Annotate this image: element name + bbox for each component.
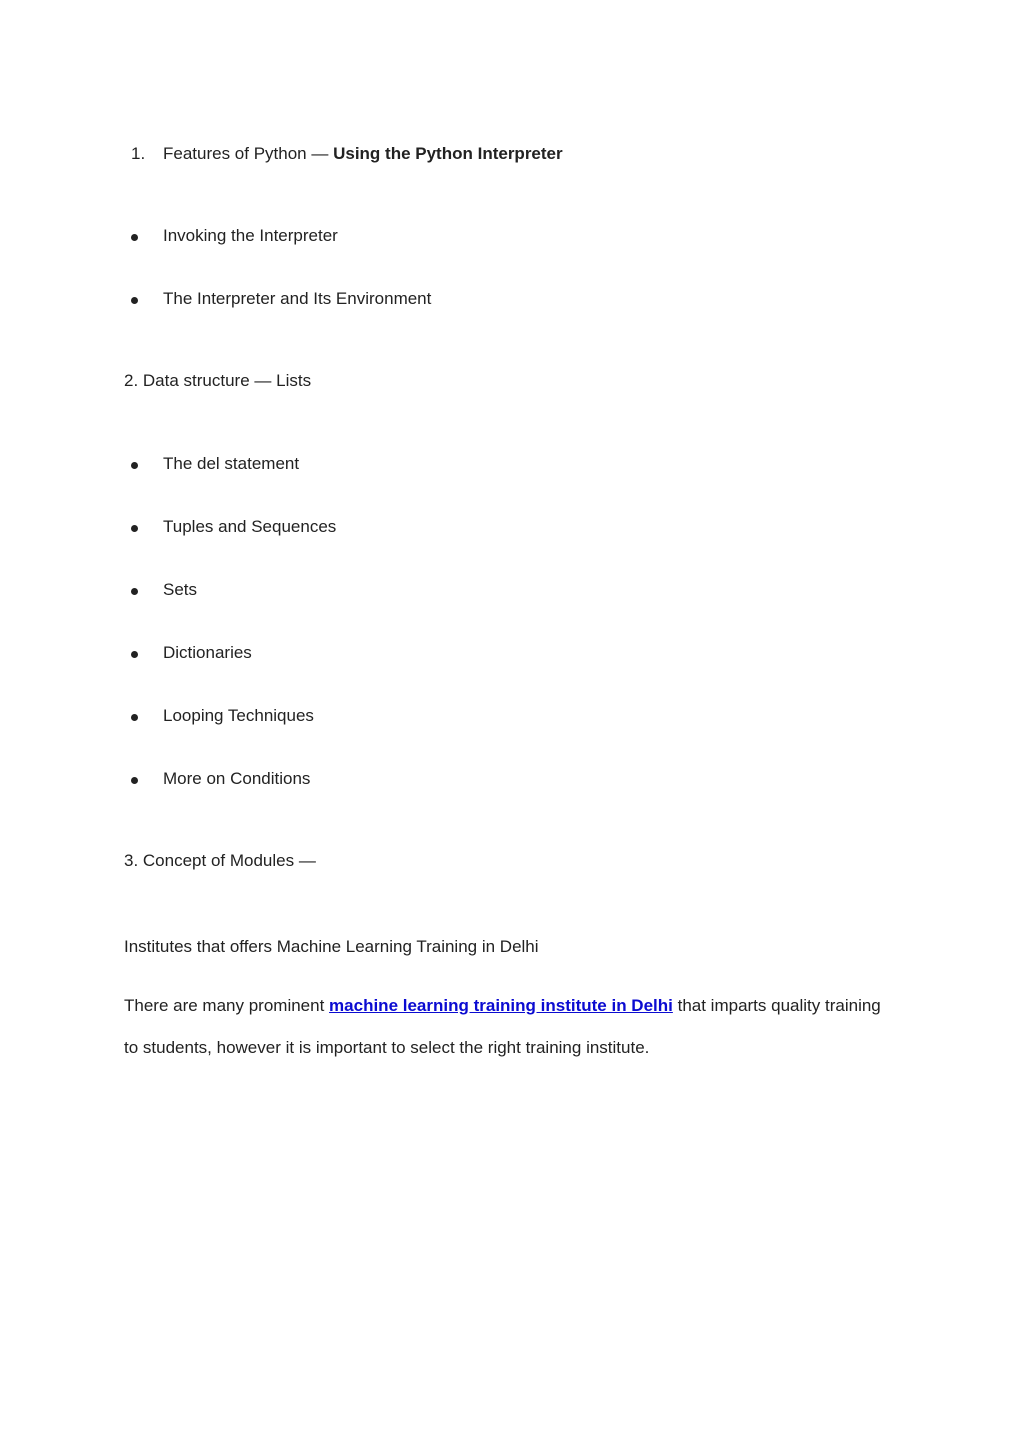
institutes-heading: Institutes that offers Machine Learning Training in Delhi <box>124 937 539 956</box>
section-1-text: Features of Python — <box>163 144 334 163</box>
section-1-bold-text: Using the Python Interpreter <box>333 144 563 163</box>
list-item: Sets <box>163 580 198 599</box>
bullet-icon <box>131 588 138 595</box>
bullet-icon <box>131 297 138 304</box>
list-number: 1. <box>131 144 146 163</box>
institutes-paragraph-line-1 <box>124 996 881 1016</box>
list-item: The del statement <box>163 454 300 473</box>
bullet-icon <box>131 462 138 469</box>
institute-link[interactable]: machine learning training institute in Delhi <box>329 996 673 1015</box>
section-2-heading: 2. Data structure — Lists <box>124 371 312 390</box>
section-1-heading <box>163 144 563 164</box>
list-item: Invoking the Interpreter <box>163 226 338 245</box>
list-item: More on Conditions <box>163 769 311 788</box>
bullet-icon <box>131 651 138 658</box>
institutes-paragraph-line-2: to students, however it is important to select the right training institute. <box>124 1038 650 1057</box>
bullet-icon <box>131 525 138 532</box>
list-item: The Interpreter and Its Environment <box>163 289 432 308</box>
bullet-icon <box>131 714 138 721</box>
paragraph-text: There are many prominent <box>124 996 330 1015</box>
list-item: Looping Techniques <box>163 706 314 725</box>
list-item: Tuples and Sequences <box>163 517 337 536</box>
bullet-icon <box>131 777 138 784</box>
bullet-icon <box>131 234 138 241</box>
paragraph-text: that imparts quality training <box>672 996 881 1015</box>
section-3-heading: 3. Concept of Modules — <box>124 851 316 870</box>
list-item: Dictionaries <box>163 643 252 662</box>
